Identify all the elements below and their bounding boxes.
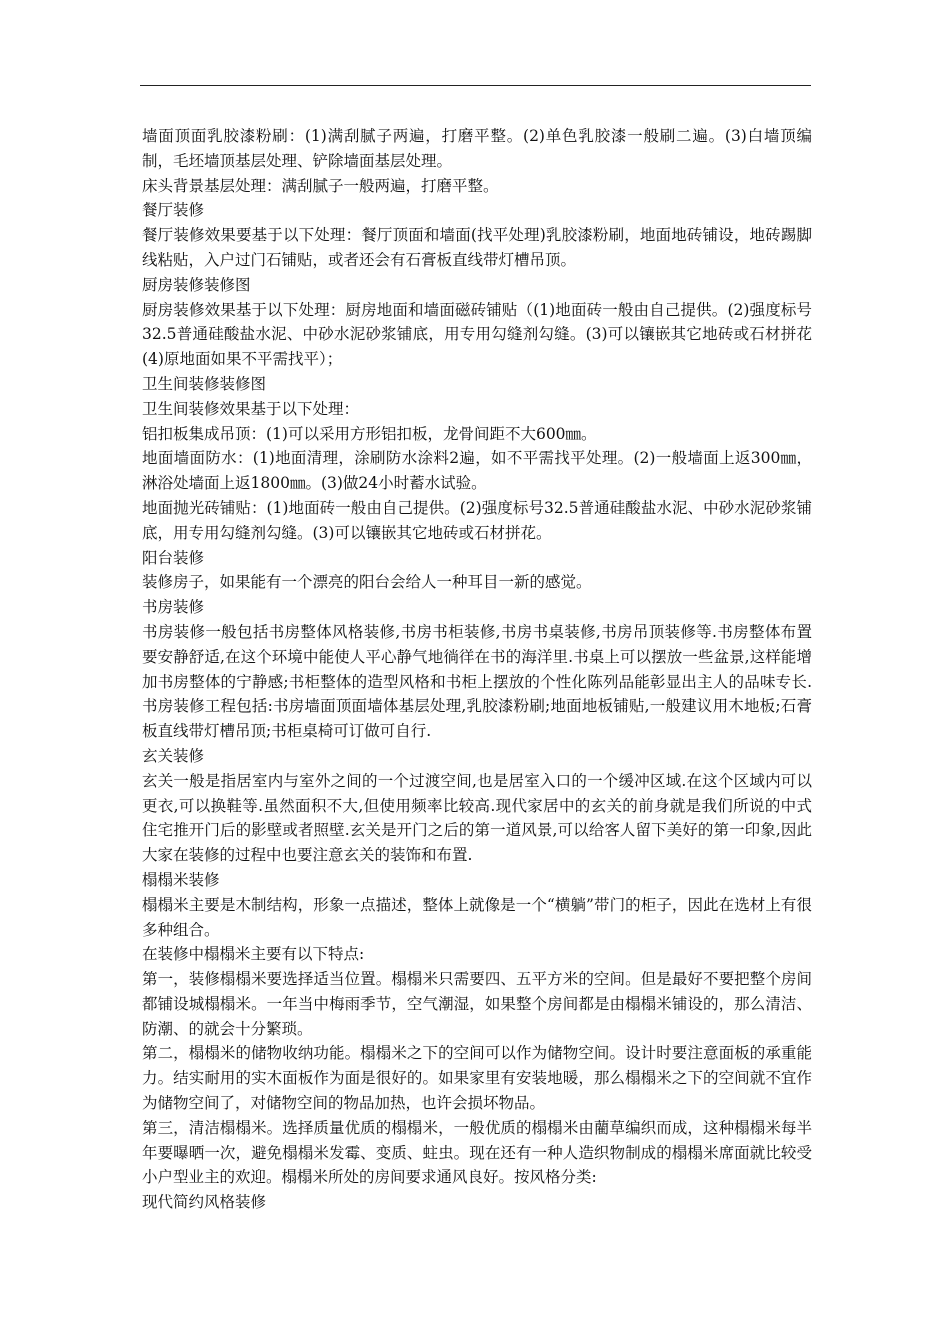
paragraph: 第三，清洁榻榻米。选择质量优质的榻榻米，一般优质的榻榻米由藺草编织而成，这种榻榻米每半年要曝晒一次，避免榻榻米发霉、变质、蛀虫。现在还有一种人造织物制成的榻榻米席面就比较受小户型业主的欢迎。榻榻米所处的房间要求通风良好。按风格分类: — [142, 1118, 812, 1187]
paragraph: 装修房子，如果能有一个漂亮的阳台会给人一种耳目一新的感觉。 — [142, 573, 592, 592]
header-rule — [140, 85, 811, 86]
paragraph: 餐厅装修效果要基于以下处理：餐厅顶面和墙面(找平处理)乳胶漆粉刷，地面地砖铺设，地砖踢脚线粘贴，入户过门石铺贴，或者还会有石膏板直线带灯槽吊顶。 — [142, 226, 812, 269]
paragraph: 床头背景基层处理：满刮腻子一般两遍，打磨平整。 — [142, 176, 499, 195]
section-heading: 卫生间装修装修图 — [142, 374, 267, 393]
section-heading: 榻榻米装修 — [142, 870, 220, 889]
section-heading: 阳台装修 — [142, 548, 205, 567]
section-heading: 厨房装修装修图 — [142, 275, 251, 294]
paragraph: 厨房装修效果基于以下处理：厨房地面和墙面磁砖铺贴（(1)地面砖一般由自己提供。(2)强度标号32.5普通硅酸盐水泥、中砂水泥砂浆铺底，用专用勾缝剂勾缝。(3)可以镶嵌其它地砖或石材拼花(4)原地面如果不平需找平）； — [142, 300, 812, 369]
paragraph: 在装修中榻榻米主要有以下特点: — [142, 945, 365, 964]
paragraph: 第二，榻榻米的储物收纳功能。榻榻米之下的空间可以作为储物空间。设计时要注意面板的承重能力。结实耐用的实木面板作为面是很好的。如果家里有安装地暖，那么榻榻米之下的空间就不宜作为储物空间了，对储物空间的物品加热，也许会损坏物品。 — [142, 1044, 812, 1113]
paragraph: 卫生间装修效果基于以下处理： — [142, 399, 360, 418]
paragraph: 地面抛光砖铺贴：(1)地面砖一般由自己提供。(2)强度标号32.5普通硅酸盐水泥、中砂水泥砂浆铺底，用专用勾缝剂勾缝。(3)可以镶嵌其它地砖或石材拼花。 — [142, 498, 812, 542]
document-body — [142, 124, 812, 1215]
section-heading: 玄关装修 — [142, 746, 205, 765]
paragraph: 铝扣板集成吊顶：(1)可以采用方形铝扣板，龙骨间距不大600㎜。 — [142, 424, 597, 443]
section-heading: 餐厅装修 — [142, 201, 205, 220]
paragraph: 玄关一般是指居室内与室外之间的一个过渡空间,也是居室入口的一个缓冲区域.在这个区域内可以更衣,可以换鞋等.虽然面积不大,但使用频率比较高.现代家居中的玄关的前身就是我们所说的中式住宅推开门后的影壁或者照壁.玄关是开门之后的第一道风景,可以给客人留下美好的第一印象,因此大家在装修的过程中也要注意玄关的装饰和布置. — [142, 771, 812, 865]
paragraph: 墙面顶面乳胶漆粉刷：(1)满刮腻子两遍，打磨平整。(2)单色乳胶漆一般刷二遍。(3)白墙顶编制，毛坯墙顶基层处理、铲除墙面基层处理。 — [142, 127, 812, 170]
paragraph: 书房装修一般包括书房整体风格装修,书房书柜装修,书房书桌装修,书房吊顶装修等.书房整体布置要安静舒适,在这个环境中能使人平心静气地徜徉在书的海洋里.书桌上可以摆放一些盆景,这样能增加书房整体的宁静感;书柜整体的造型风格和书柜上摆放的个性化陈列品能彰显出主人的品味专长.书房装修工程包括:书房墙面顶面墙体基层处理,乳胶漆粉刷;地面地板铺贴,一般建议用木地板;石膏板直线带灯槽吊顶;书柜桌椅可订做可自行. — [142, 622, 812, 741]
section-heading: 书房装修 — [142, 598, 205, 617]
paragraph: 第一，装修榻榻米要选择适当位置。榻榻米只需要四、五平方米的空间。但是最好不要把整个房间都铺设城榻榻米。一年当中梅雨季节，空气潮湿，如果整个房间都是由榻榻米铺设的，那么清洁、防潮、的就会十分繁琐。 — [142, 970, 812, 1038]
section-heading: 现代简约风格装修 — [142, 1193, 267, 1212]
paragraph: 榻榻米主要是木制结构，形象一点描述，整体上就像是一个“横躺”带门的柜子，因此在选材上有很多种组合。 — [142, 895, 812, 939]
paragraph: 地面墙面防水：(1)地面清理，涂刷防水涂料2遍，如不平需找平处理。(2)一般墙面上返300㎜，淋浴处墙面上返1800㎜。(3)做24小时蓄水试验。 — [142, 449, 812, 493]
